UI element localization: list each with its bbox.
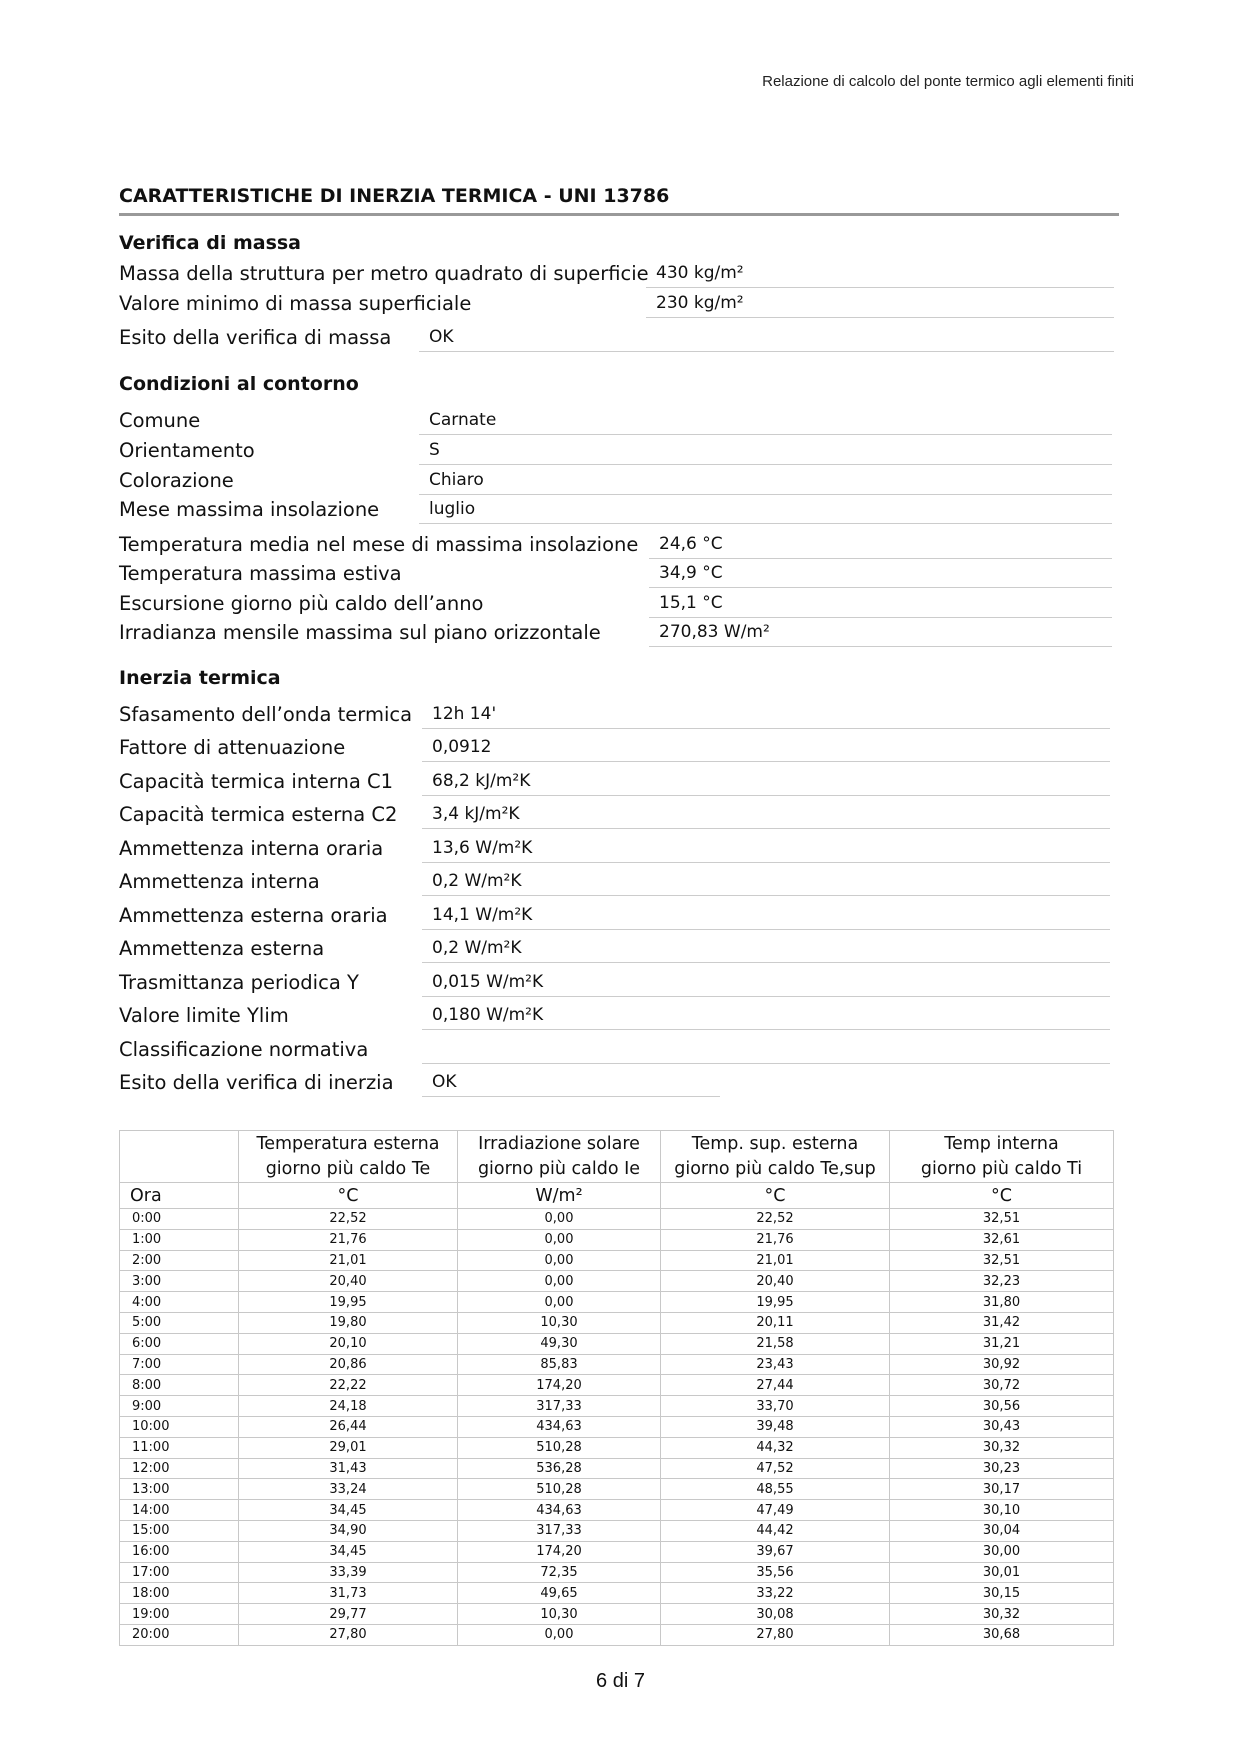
inerzia-title: Inerzia termica <box>119 667 281 689</box>
ylim-value: 0,180 W/m²K <box>422 1001 1110 1030</box>
ammettenza-interna-oraria-row <box>119 834 1119 864</box>
header-ti-line2: giorno più caldo Ti <box>920 1158 1083 1179</box>
temp-media-row <box>119 530 1119 560</box>
cell-ora: 14:00 <box>120 1500 239 1521</box>
ammettenza-esterna-label: Ammettenza esterna <box>119 937 325 960</box>
ammettenza-interna-label: Ammettenza interna <box>119 870 320 893</box>
cell-ora: 10:00 <box>120 1416 239 1437</box>
cell-te: 20,10 <box>239 1333 458 1354</box>
temp-massima-row <box>119 559 1119 589</box>
table-row <box>120 1375 1114 1396</box>
colorazione-value: Chiaro <box>419 466 1112 495</box>
sfasamento-label: Sfasamento dell’onda termica <box>119 703 413 726</box>
cell-ora: 11:00 <box>120 1437 239 1458</box>
irradianza-value: 270,83 W/m² <box>649 618 1112 647</box>
cell-ti: 32,51 <box>890 1209 1114 1230</box>
ammettenza-interna-oraria-value: 13,6 W/m²K <box>422 834 1110 863</box>
temp-massima-value: 34,9 °C <box>649 559 1112 588</box>
classificazione-label: Classificazione normativa <box>119 1038 369 1061</box>
massa-struttura-row <box>119 259 1119 289</box>
cell-tesup: 19,95 <box>661 1292 890 1313</box>
table-row <box>120 1604 1114 1625</box>
cell-te: 33,39 <box>239 1562 458 1583</box>
cell-te: 22,22 <box>239 1375 458 1396</box>
mese-value: luglio <box>419 495 1112 524</box>
table-row <box>120 1209 1114 1230</box>
capacita-interna-row <box>119 767 1119 797</box>
ammettenza-esterna-oraria-label: Ammettenza esterna oraria <box>119 904 388 927</box>
ammettenza-esterna-oraria-value: 14,1 W/m²K <box>422 901 1110 930</box>
cell-ti: 30,43 <box>890 1416 1114 1437</box>
colorazione-row <box>119 466 1119 496</box>
table-row <box>120 1541 1114 1562</box>
cell-ie: 510,28 <box>458 1437 661 1458</box>
temp-media-label: Temperatura media nel mese di massima insolazione <box>119 533 639 556</box>
table-row <box>120 1437 1114 1458</box>
mese-row <box>119 495 1119 525</box>
classificazione-value <box>422 1035 1110 1064</box>
cell-ti: 30,92 <box>890 1354 1114 1375</box>
cell-tesup: 39,48 <box>661 1416 890 1437</box>
header-ora-title <box>120 1131 239 1183</box>
cell-ie: 10,30 <box>458 1312 661 1333</box>
header-tesup-line1: Temp. sup. esterna <box>691 1133 859 1154</box>
attenuazione-label: Fattore di attenuazione <box>119 736 346 759</box>
cell-ora: 19:00 <box>120 1604 239 1625</box>
table-row <box>120 1396 1114 1417</box>
comune-value: Carnate <box>419 406 1112 435</box>
header-ti <box>890 1131 1114 1183</box>
ylim-label: Valore limite Ylim <box>119 1004 289 1027</box>
cell-ora: 16:00 <box>120 1541 239 1562</box>
escursione-value: 15,1 °C <box>649 589 1112 618</box>
cell-ti: 30,68 <box>890 1624 1114 1645</box>
classificazione-row <box>119 1035 1119 1065</box>
verifica-massa-title: Verifica di massa <box>119 232 302 254</box>
table-row <box>120 1333 1114 1354</box>
cell-ora: 2:00 <box>120 1250 239 1271</box>
cell-ie: 0,00 <box>458 1624 661 1645</box>
table-row <box>120 1292 1114 1313</box>
capacita-esterna-value: 3,4 kJ/m²K <box>422 800 1110 829</box>
cell-te: 31,73 <box>239 1583 458 1604</box>
cell-ti: 30,72 <box>890 1375 1114 1396</box>
page-header: Relazione di calcolo del ponte termico agli elementi finiti <box>762 73 1134 90</box>
unit-te: °C <box>239 1183 458 1209</box>
cell-tesup: 21,58 <box>661 1333 890 1354</box>
cell-te: 24,18 <box>239 1396 458 1417</box>
header-tesup <box>661 1131 890 1183</box>
cell-ora: 7:00 <box>120 1354 239 1375</box>
cell-ie: 0,00 <box>458 1271 661 1292</box>
orientamento-value: S <box>419 436 1112 465</box>
escursione-label: Escursione giorno più caldo dell’anno <box>119 592 484 615</box>
cell-ti: 32,23 <box>890 1271 1114 1292</box>
table-row <box>120 1562 1114 1583</box>
comune-label: Comune <box>119 409 201 432</box>
cell-tesup: 23,43 <box>661 1354 890 1375</box>
cell-ora: 18:00 <box>120 1583 239 1604</box>
orientamento-label: Orientamento <box>119 439 255 462</box>
massa-minima-label: Valore minimo di massa superficiale <box>119 292 472 315</box>
table-row <box>120 1458 1114 1479</box>
unit-tesup: °C <box>661 1183 890 1209</box>
cell-ora: 17:00 <box>120 1562 239 1583</box>
capacita-interna-label: Capacità termica interna C1 <box>119 770 394 793</box>
cell-te: 21,76 <box>239 1229 458 1250</box>
cell-tesup: 44,32 <box>661 1437 890 1458</box>
cell-ti: 30,56 <box>890 1396 1114 1417</box>
table-row <box>120 1354 1114 1375</box>
cell-ti: 31,42 <box>890 1312 1114 1333</box>
capacita-interna-value: 68,2 kJ/m²K <box>422 767 1110 796</box>
cell-te: 20,40 <box>239 1271 458 1292</box>
cell-te: 29,77 <box>239 1604 458 1625</box>
cell-ti: 30,32 <box>890 1437 1114 1458</box>
cell-ora: 9:00 <box>120 1396 239 1417</box>
cell-ora: 13:00 <box>120 1479 239 1500</box>
cell-ie: 434,63 <box>458 1500 661 1521</box>
esito-inerzia-row <box>119 1068 1119 1098</box>
massa-minima-row <box>119 289 1119 319</box>
table-body <box>120 1209 1114 1646</box>
cell-ie: 434,63 <box>458 1416 661 1437</box>
header-ie-line1: Irradiazione solare <box>478 1133 640 1154</box>
cell-ora: 8:00 <box>120 1375 239 1396</box>
cell-ie: 49,30 <box>458 1333 661 1354</box>
cell-ti: 30,10 <box>890 1500 1114 1521</box>
table-row <box>120 1479 1114 1500</box>
colorazione-label: Colorazione <box>119 469 234 492</box>
cell-te: 19,95 <box>239 1292 458 1313</box>
cell-ti: 30,32 <box>890 1604 1114 1625</box>
header-ti-line1: Temp interna <box>944 1133 1059 1154</box>
cell-ora: 12:00 <box>120 1458 239 1479</box>
ammettenza-esterna-row <box>119 934 1119 964</box>
sfasamento-row <box>119 700 1119 730</box>
header-ie <box>458 1131 661 1183</box>
trasmittanza-row <box>119 968 1119 998</box>
table-unit-row <box>120 1183 1114 1209</box>
header-te-line2: giorno più caldo Te <box>265 1158 431 1179</box>
header-ora: Ora <box>120 1183 239 1209</box>
cell-ie: 0,00 <box>458 1209 661 1230</box>
cell-ora: 1:00 <box>120 1229 239 1250</box>
cell-ora: 15:00 <box>120 1520 239 1541</box>
cell-te: 31,43 <box>239 1458 458 1479</box>
cell-ora: 5:00 <box>120 1312 239 1333</box>
cell-ie: 174,20 <box>458 1375 661 1396</box>
esito-massa-value: OK <box>419 323 1114 352</box>
cell-ie: 72,35 <box>458 1562 661 1583</box>
cell-ie: 317,33 <box>458 1520 661 1541</box>
cell-te: 29,01 <box>239 1437 458 1458</box>
massa-minima-value: 230 kg/m² <box>646 289 1114 318</box>
cell-te: 26,44 <box>239 1416 458 1437</box>
header-te <box>239 1131 458 1183</box>
cell-tesup: 48,55 <box>661 1479 890 1500</box>
cell-tesup: 47,52 <box>661 1458 890 1479</box>
condizioni-title: Condizioni al contorno <box>119 373 359 395</box>
cell-ie: 317,33 <box>458 1396 661 1417</box>
sfasamento-value: 12h 14' <box>422 700 1110 729</box>
cell-ora: 6:00 <box>120 1333 239 1354</box>
cell-tesup: 44,42 <box>661 1520 890 1541</box>
cell-ie: 0,00 <box>458 1250 661 1271</box>
cell-tesup: 21,76 <box>661 1229 890 1250</box>
hourly-table <box>119 1130 1114 1646</box>
cell-ie: 85,83 <box>458 1354 661 1375</box>
cell-ora: 4:00 <box>120 1292 239 1313</box>
cell-tesup: 33,70 <box>661 1396 890 1417</box>
table-row <box>120 1250 1114 1271</box>
cell-tesup: 30,08 <box>661 1604 890 1625</box>
cell-tesup: 20,40 <box>661 1271 890 1292</box>
massa-struttura-label: Massa della struttura per metro quadrato di superficie <box>119 262 649 285</box>
cell-tesup: 35,56 <box>661 1562 890 1583</box>
cell-ti: 30,04 <box>890 1520 1114 1541</box>
cell-ti: 31,80 <box>890 1292 1114 1313</box>
cell-ie: 174,20 <box>458 1541 661 1562</box>
cell-ti: 30,17 <box>890 1479 1114 1500</box>
header-te-line1: Temperatura esterna <box>256 1133 440 1154</box>
header-ie-line2: giorno più caldo Ie <box>477 1158 641 1179</box>
cell-ie: 536,28 <box>458 1458 661 1479</box>
trasmittanza-value: 0,015 W/m²K <box>422 968 1110 997</box>
cell-ti: 32,51 <box>890 1250 1114 1271</box>
massa-struttura-value: 430 kg/m² <box>646 259 1114 288</box>
cell-te: 34,90 <box>239 1520 458 1541</box>
comune-row <box>119 406 1119 436</box>
cell-ie: 510,28 <box>458 1479 661 1500</box>
cell-te: 34,45 <box>239 1541 458 1562</box>
ammettenza-interna-row <box>119 867 1119 897</box>
ylim-row <box>119 1001 1119 1031</box>
temp-media-value: 24,6 °C <box>649 530 1112 559</box>
irradianza-label: Irradianza mensile massima sul piano orizzontale <box>119 621 601 644</box>
cell-ie: 10,30 <box>458 1604 661 1625</box>
esito-inerzia-value: OK <box>422 1068 720 1097</box>
table-row <box>120 1312 1114 1333</box>
orientamento-row <box>119 436 1119 466</box>
cell-ti: 30,15 <box>890 1583 1114 1604</box>
cell-ti: 31,21 <box>890 1333 1114 1354</box>
ammettenza-esterna-oraria-row <box>119 901 1119 931</box>
cell-ora: 3:00 <box>120 1271 239 1292</box>
cell-te: 22,52 <box>239 1209 458 1230</box>
cell-ie: 0,00 <box>458 1229 661 1250</box>
cell-tesup: 27,44 <box>661 1375 890 1396</box>
ammettenza-interna-oraria-label: Ammettenza interna oraria <box>119 837 384 860</box>
cell-ti: 30,00 <box>890 1541 1114 1562</box>
capacita-esterna-label: Capacità termica esterna C2 <box>119 803 398 826</box>
cell-tesup: 47,49 <box>661 1500 890 1521</box>
cell-ti: 30,23 <box>890 1458 1114 1479</box>
unit-ie: W/m² <box>458 1183 661 1209</box>
cell-te: 27,80 <box>239 1624 458 1645</box>
cell-ie: 0,00 <box>458 1292 661 1313</box>
cell-te: 20,86 <box>239 1354 458 1375</box>
cell-te: 19,80 <box>239 1312 458 1333</box>
cell-te: 21,01 <box>239 1250 458 1271</box>
attenuazione-value: 0,0912 <box>422 733 1110 762</box>
table-row <box>120 1583 1114 1604</box>
cell-te: 34,45 <box>239 1500 458 1521</box>
esito-inerzia-label: Esito della verifica di inerzia <box>119 1071 394 1094</box>
cell-tesup: 21,01 <box>661 1250 890 1271</box>
cell-tesup: 22,52 <box>661 1209 890 1230</box>
section-title: CARATTERISTICHE DI INERZIA TERMICA - UNI 13786 <box>119 185 1119 216</box>
cell-ora: 20:00 <box>120 1624 239 1645</box>
esito-massa-row <box>119 323 1119 353</box>
attenuazione-row <box>119 733 1119 763</box>
table-row <box>120 1520 1114 1541</box>
ammettenza-esterna-value: 0,2 W/m²K <box>422 934 1110 963</box>
cell-ti: 30,01 <box>890 1562 1114 1583</box>
table-row <box>120 1500 1114 1521</box>
escursione-row <box>119 589 1119 619</box>
cell-tesup: 27,80 <box>661 1624 890 1645</box>
irradianza-row <box>119 618 1119 648</box>
capacita-esterna-row <box>119 800 1119 830</box>
table-header-row <box>120 1131 1114 1183</box>
cell-ie: 49,65 <box>458 1583 661 1604</box>
cell-ora: 0:00 <box>120 1209 239 1230</box>
table-row <box>120 1624 1114 1645</box>
unit-ti: °C <box>890 1183 1114 1209</box>
cell-ti: 32,61 <box>890 1229 1114 1250</box>
esito-massa-label: Esito della verifica di massa <box>119 326 392 349</box>
cell-tesup: 20,11 <box>661 1312 890 1333</box>
header-tesup-line2: giorno più caldo Te,sup <box>674 1158 876 1179</box>
temp-massima-label: Temperatura massima estiva <box>119 562 402 585</box>
trasmittanza-label: Trasmittanza periodica Y <box>119 971 359 994</box>
mese-label: Mese massima insolazione <box>119 498 380 521</box>
table-row <box>120 1271 1114 1292</box>
cell-te: 33,24 <box>239 1479 458 1500</box>
table-row <box>120 1229 1114 1250</box>
table-row <box>120 1416 1114 1437</box>
cell-tesup: 39,67 <box>661 1541 890 1562</box>
cell-tesup: 33,22 <box>661 1583 890 1604</box>
ammettenza-interna-value: 0,2 W/m²K <box>422 867 1110 896</box>
page-number: 6 di 7 <box>596 1670 645 1692</box>
